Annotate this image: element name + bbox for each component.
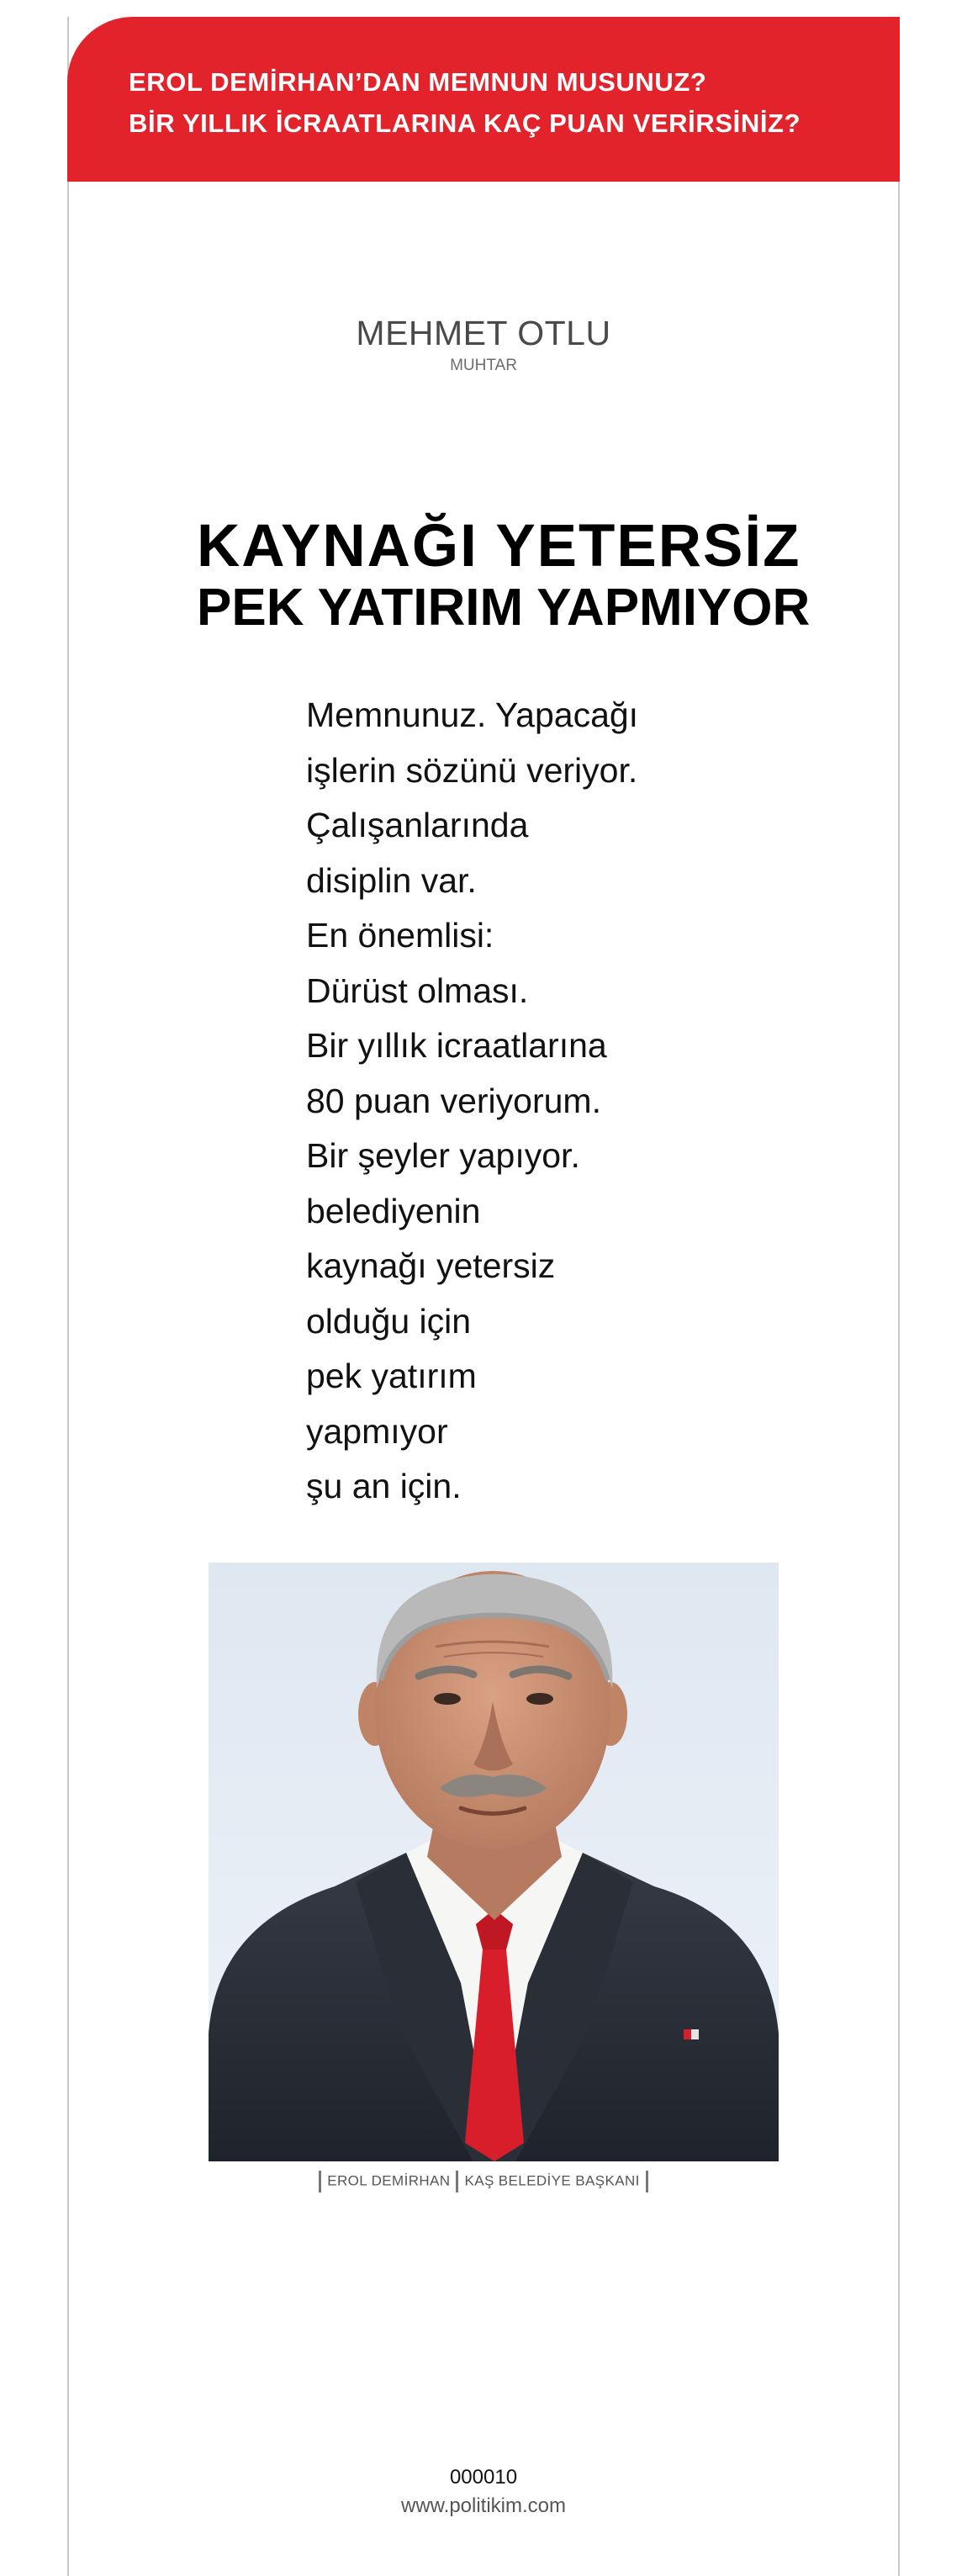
statement-line: disiplin var. (306, 860, 477, 900)
question-line-1: EROL DEMİRHAN’DAN MEMNUN MUSUNUZ? (129, 67, 707, 97)
statement-text (306, 688, 777, 1515)
statement-line: 80 puan veriyorum. (306, 1081, 601, 1120)
survey-question-banner (67, 17, 900, 182)
statement-line: Bir şeyler yapıyor. (306, 1136, 580, 1175)
respondent-block (0, 313, 967, 375)
caption-divider (319, 2171, 321, 2193)
statement-line: işlerin sözünü veriyor. (306, 750, 638, 790)
mayor-portrait-photo (209, 1563, 779, 2161)
respondent-role: MUHTAR (450, 357, 517, 374)
page-code: 000010 (449, 2466, 518, 2489)
question-line-2: BİR YILLIK İCRAATLARINA KAÇ PUAN VERİRSİNİZ? (129, 108, 801, 138)
statement-line: Bir yıllık icraatlarına (306, 1026, 607, 1065)
caption-divider (646, 2171, 648, 2193)
statement-line: Dürüst olması. (306, 971, 529, 1010)
statement-line: şu an için. (306, 1467, 462, 1505)
page-footer (0, 2464, 967, 2520)
photo-caption (0, 2168, 967, 2194)
caption-name: EROL DEMİRHAN (327, 2172, 451, 2189)
statement-line: pek yatırım (306, 1357, 477, 1395)
statement-line: olduğu için (306, 1301, 472, 1341)
statement-line: kaynağı yetersiz (306, 1246, 556, 1285)
headline-main: KAYNAĞI YETERSİZ (197, 513, 801, 579)
respondent-name: MEHMET OTLU (356, 314, 611, 352)
statement-line: En önemlisi: (306, 916, 494, 955)
caption-divider (456, 2171, 458, 2193)
site-url: www.politikim.com (400, 2494, 567, 2517)
headline (197, 513, 895, 637)
statement-line: Çalışanlarında (306, 806, 529, 844)
statement-line: belediyenin (306, 1191, 481, 1230)
caption-title: KAŞ BELEDİYE BAŞKANI (464, 2172, 640, 2189)
headline-sub: PEK YATIRIM YAPMIYOR (197, 579, 811, 637)
statement-line: yapmıyor (306, 1411, 448, 1451)
statement-line: Memnunuz. Yapacağı (306, 696, 639, 734)
